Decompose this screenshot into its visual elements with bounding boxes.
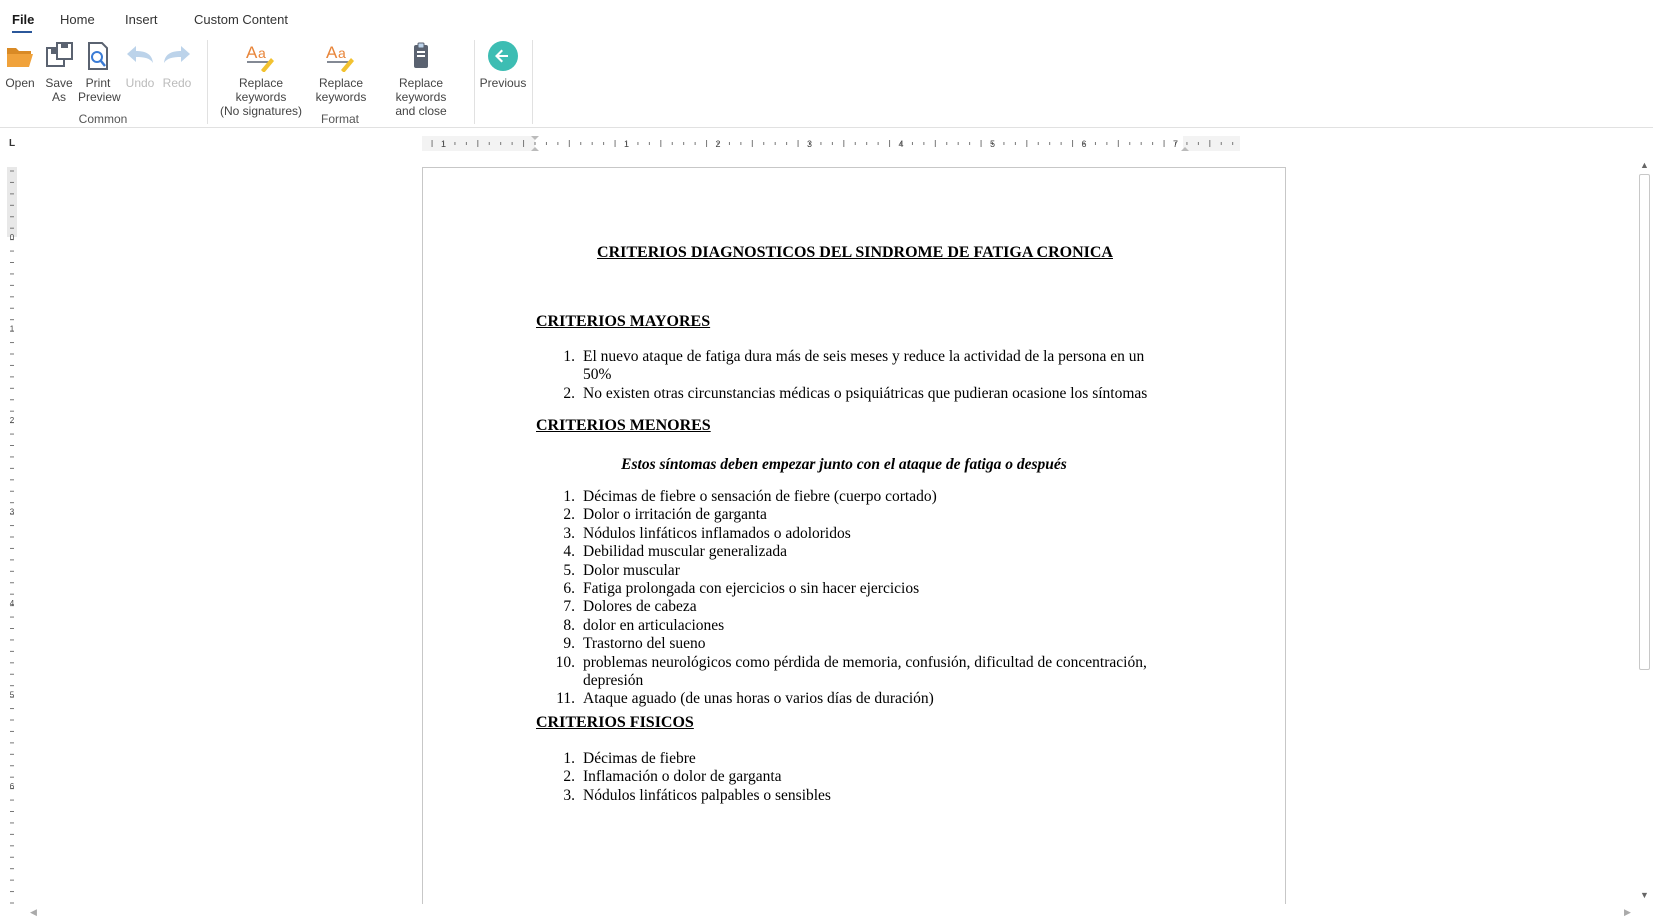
scroll-right-icon[interactable]: ▶ [1624,907,1631,917]
clipboard-icon [405,40,437,72]
menores-note: Estos síntomas deben empezar junto con el ataque de fatiga o después [621,456,1067,473]
heading-criterios-mayores: CRITERIOS MAYORES [536,313,711,330]
scroll-left-icon[interactable]: ◀ [30,907,37,917]
list-item: 3. Nódulos linfáticos inflamados o adoloridos [563,524,851,542]
replace-keywords-button[interactable] [312,40,370,104]
undo-button[interactable] [122,40,158,90]
group-label-common: Common [78,112,128,126]
ruler-number: 1 [9,324,15,334]
scroll-down-icon[interactable]: ▼ [1640,890,1649,900]
ruler-number: 5 [9,690,15,700]
print-preview-button[interactable] [78,40,121,104]
ruler-number: 6 [1081,139,1087,149]
ruler-number: 1 [440,139,447,149]
previous-button[interactable] [476,40,530,90]
list-item: 1. Décimas de fiebre o sensación de fiebre (cuerpo cortado) [563,488,937,505]
save-as-icon [43,40,75,72]
list-item: 8. dolor en articulaciones [563,616,725,634]
list-item: 2. No existen otras circunstancias médicas o psiquiátricas que pudieran ocasione los síntomas [563,384,1148,402]
undo-icon [124,40,156,72]
replace-label-2: keywords [315,90,367,104]
ruler-number: 7 [1172,139,1179,149]
save-as-label-2: As [51,90,66,104]
replace-nosig-label-2: (No signatures) [219,104,303,118]
list-item: 11. Ataque aguado (de unas horas o varios días de duración) [556,690,934,708]
list-item: 2. Inflamación o dolor de garganta [563,768,782,786]
ruler-ticks [422,136,1240,151]
svg-text:a: a [258,45,266,61]
list-item: 3. Nódulos linfáticos palpables o sensibles [563,786,831,804]
tab-insert[interactable]: Insert [125,12,158,27]
ruler-number: 2 [715,139,721,149]
svg-text:a: a [338,45,346,61]
tab-home[interactable]: Home [60,12,95,27]
tab-custom-content[interactable]: Custom Content [194,12,288,27]
folder-open-icon [4,40,36,72]
list-item: 7. Dolores de cabeza [563,598,697,616]
document-area[interactable] [22,156,1637,904]
ruler-number: 3 [9,507,15,517]
svg-text:A: A [246,43,258,62]
replace-label-1: Replace [318,76,364,90]
replace-keywords-no-signatures-button[interactable] [212,40,310,118]
list-item: 9. Trastorno del sueno [563,635,706,653]
scroll-up-icon[interactable]: ▲ [1640,160,1649,170]
ruler-number: 4 [9,599,15,608]
replace-keywords-icon [245,40,277,72]
list-item: 10. problemas neurológicos como pérdida de memoria, confusión, dificultad de concentración, depresión [555,653,1147,690]
tab-file[interactable]: File [12,12,35,27]
list-item: 1. El nuevo ataque de fatiga dura más de seis meses y reduce la actividad de la persona en un 50% [563,348,1145,384]
ruler-number: 3 [806,139,813,149]
arrow-left-circle-icon [487,40,519,72]
replace-close-label-1: Replace keywords [395,76,447,104]
tab-stop-selector[interactable]: L [8,138,16,149]
previous-label: Previous [479,76,527,90]
active-tab-indicator [12,31,32,33]
list-mayores [543,348,1163,403]
heading-criterios-fisicos: CRITERIOS FISICOS [536,714,694,731]
ribbon-tabs [0,0,1653,34]
ruler-number: 1 [623,139,630,149]
vertical-scroll-thumb[interactable] [1639,174,1650,670]
replace-keywords-and-close-button[interactable] [372,40,470,118]
list-item: 6. Fatiga prolongada con ejercicios o sin hacer ejercicios [563,580,920,598]
print-preview-icon [82,40,114,72]
horizontal-scroll-track[interactable] [36,907,1626,917]
ruler-number: 0 [9,233,15,242]
undo-label: Undo [125,76,155,90]
open-label: Open [5,76,35,90]
document-page[interactable] [422,167,1286,904]
horizontal-ruler[interactable] [422,136,1240,151]
replace-close-label-2: and close [395,104,447,118]
vertical-ruler[interactable] [7,167,17,905]
replace-keywords-icon [325,40,357,72]
list-item: 4. Debilidad muscular generalizada [563,543,787,561]
print-preview-label-2: Preview [78,90,121,104]
ruler-number: 4 [898,139,904,149]
redo-label: Redo [162,76,192,90]
ruler-number: 2 [9,416,15,425]
save-as-label-1: Save [45,76,73,90]
save-as-button[interactable] [42,40,76,104]
group-separator [532,40,533,124]
list-fisicos [543,750,1163,805]
print-preview-label-1: Print [85,76,111,90]
svg-text:A: A [326,43,338,62]
horizontal-scrollbar[interactable] [22,904,1636,920]
replace-nosig-label-1: Replace keywords [235,76,287,104]
list-item: 2. Dolor o irritación de garganta [563,506,767,524]
redo-icon [161,40,193,72]
group-label-format: Format [320,112,359,126]
document-title: CRITERIOS DIAGNOSTICOS DEL SINDROME DE FATIGA CRONICA [597,244,1113,261]
vruler-ticks [7,167,17,905]
list-menores [543,488,1163,709]
open-button[interactable] [2,40,38,90]
list-item: 1. Décimas de fiebre [563,750,696,767]
list-item: 5. Dolor muscular [563,561,680,579]
group-separator [474,40,475,124]
ruler-number: 6 [9,782,15,791]
ribbon [0,36,1653,128]
ruler-number: 5 [989,139,996,149]
vertical-scrollbar[interactable] [1636,156,1653,904]
redo-button[interactable] [160,40,194,90]
heading-criterios-menores: CRITERIOS MENORES [536,417,711,434]
